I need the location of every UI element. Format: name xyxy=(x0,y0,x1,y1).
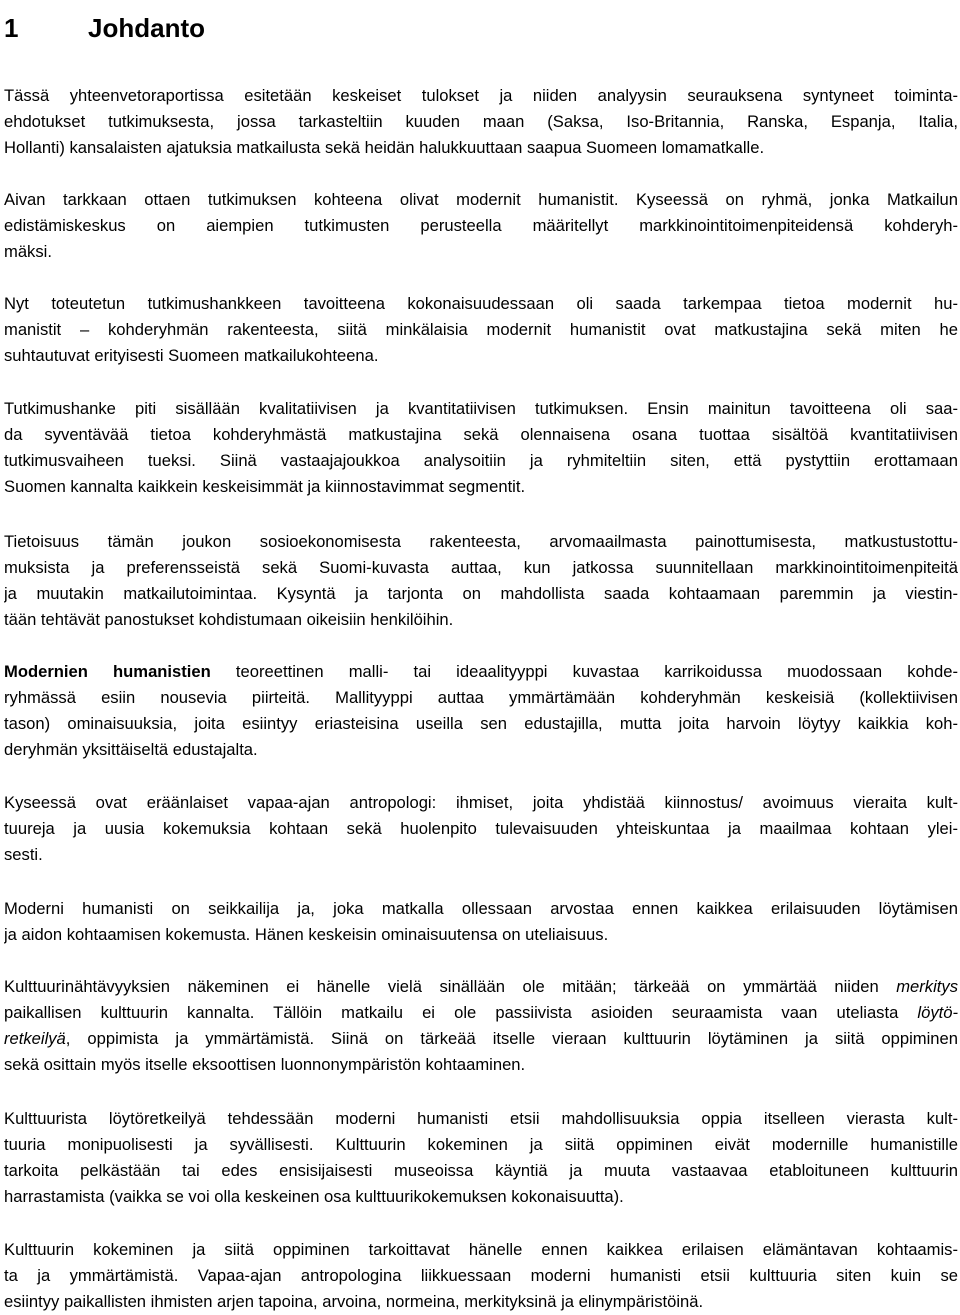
paragraph-8 xyxy=(4,896,958,948)
text-line: Aivan tarkkaan ottaen tutkimuksen kohteena olivat modernit humanistit. Kyseessä on ryhmä, jonka Matkailun xyxy=(4,190,958,209)
text-line: Hollanti) kansalaisten ajatuksia matkailusta sekä heidän halukkuuttaan saapua Suomeen lomamatkalle. xyxy=(4,138,765,157)
text-line: ehdotukset tutkimuksesta, jossa tarkasteltiin kuuden maan (Saksa, Iso-Britannia, Ranska, Espanja, Italia, xyxy=(4,112,958,131)
text-line: ja muutakin matkailutoimintaa. Kysyntä ja tarjonta on mahdollista saada kohtaamaan paremmin ja viestin- xyxy=(4,584,958,603)
text-line xyxy=(4,1026,958,1052)
text-line: Nyt toteutetun tutkimushankkeen tavoitteena kokonaisuudessaan oli saada tarkempaa tietoa modernit hu- xyxy=(4,294,958,313)
italic-text-run: löytö- xyxy=(917,1003,958,1022)
text-line: Tietoisuus tämän joukon sosioekonomisesta rakenteesta, arvomaailmasta painottumisesta, matkustustottu- xyxy=(4,532,958,551)
text-line: esiintyy paikallisten ihmisten arjen tapoina, arvoina, normeina, merkityksinä ja elinympäristöinä. xyxy=(4,1292,704,1311)
text-run: paikallisen kulttuurin kannalta. Tällöin matkailu ei ole passiivista asioiden seuraamista vaan uteliasta xyxy=(4,1003,918,1022)
paragraph-3 xyxy=(4,291,958,369)
text-line: edistämiskeskus on aiempien tutkimusten perusteella määritellyt markkinointitoimenpiteidensä kohderyh- xyxy=(4,216,958,235)
text-line: sesti. xyxy=(4,845,43,864)
paragraph-6 xyxy=(4,659,958,763)
text-line: Kyseessä ovat eräänlaiset vapaa-ajan antropologi: ihmiset, joita yhdistää kiinnostus/ avoimuus vieraita kult- xyxy=(4,793,958,812)
text-line: ta ja ymmärtämistä. Vapaa-ajan antropologina liikkuessaan moderni humanisti etsii kulttuuria siten kuin se xyxy=(4,1266,958,1285)
text-line xyxy=(4,1052,958,1078)
text-line: ryhmässä esiin nousevia piirteitä. Mallityyppi auttaa ymmärtämään kohderyhmän keskeisiä (kollektiivisen xyxy=(4,688,958,707)
text-line xyxy=(4,659,958,685)
text-line xyxy=(4,974,958,1000)
text-line: Tutkimushanke piti sisällään kvalitatiivisen ja kvantitatiivisen tutkimuksen. Ensin mainitun tavoitteena oli saa- xyxy=(4,399,958,418)
text-line: manistit – kohderyhmän rakenteesta, siitä minkälaisia modernit humanistit ovat matkustajina sekä miten he xyxy=(4,320,958,339)
chapter-title: Johdanto xyxy=(88,13,205,44)
text-line: suhtautuvat erityisesti Suomeen matkailukohteena. xyxy=(4,346,379,365)
chapter-number: 1 xyxy=(4,13,19,44)
text-line: deryhmän yksittäiseltä edustajalta. xyxy=(4,740,258,759)
text-line xyxy=(4,1000,958,1026)
text-line: Suomen kannalta kaikkein keskeisimmät ja kiinnostavimmat segmentit. xyxy=(4,477,526,496)
paragraph-2 xyxy=(4,187,958,265)
text-line: Kulttuurin kokeminen ja siitä oppiminen tarkoittavat hänelle ennen kaikkea erilaisen elämäntavan kohtaamis- xyxy=(4,1240,958,1259)
text-line: Moderni humanisti on seikkailija ja, joka matkalla ollessaan arvostaa ennen kaikkea erilaisuuden löytämisen xyxy=(4,899,958,918)
text-line: tuureja ja uusia kokemuksia kohtaan sekä huolenpito tulevaisuuden yhteiskuntaa ja maailmaa kohtaan ylei- xyxy=(4,819,958,838)
text-line: tuuria monipuolisesti ja syvällisesti. Kulttuurin kokeminen ja siitä oppiminen eivät modernille humanistille xyxy=(4,1135,958,1154)
text-run: sekä osittain myös itselle eksoottisen luonnonympäristön kohtaaminen. xyxy=(4,1055,526,1074)
chapter-heading xyxy=(4,13,205,44)
text-line: tarkoita pelkästään tai edes ensisijaisesti museoissa käyntiä ja muuta vastaavaa etabloituneen kulttuurin xyxy=(4,1161,958,1180)
text-line: harrastamista (vaikka se voi olla keskeinen osa kulttuurikokemuksen kokonaisuutta). xyxy=(4,1187,624,1206)
text-run: teoreettinen malli- tai ideaalityyppi kuvastaa karrikoidussa muodossaan kohde- xyxy=(210,662,958,681)
italic-text-run: retkeilyä xyxy=(4,1029,66,1048)
text-line: muksista ja preferensseistä sekä Suomi-kuvasta auttaa, kun jatkossa suunnitellaan markkinointitoimenpiteitä xyxy=(4,558,958,577)
paragraph-10 xyxy=(4,1106,958,1210)
paragraph-7 xyxy=(4,790,958,868)
text-line: mäksi. xyxy=(4,242,52,261)
text-line: tason) ominaisuuksia, joita esiintyy eriasteisina useilla sen edustajilla, mutta joita harvoin löytyy kaikkia koh- xyxy=(4,714,958,733)
paragraph-9 xyxy=(4,974,958,1078)
italic-text-run: merkitys xyxy=(896,977,958,996)
paragraph-4 xyxy=(4,396,958,500)
bold-term: Modernien humanistien xyxy=(4,662,211,681)
text-line: tutkimusvaiheen tueksi. Siinä vastaajajoukkoa analysoitiin ja ryhmiteltiin siten, että pystyttiin erottamaan xyxy=(4,451,958,470)
text-line: tään tehtävät panostukset kohdistumaan oikeisiin henkilöihin. xyxy=(4,610,454,629)
text-run: , oppimista ja ymmärtämistä. Siinä on tärkeää itselle vieraan kulttuurin löytäminen ja siitä oppiminen xyxy=(65,1029,958,1048)
text-run: Kulttuurinähtävyyksien näkeminen ei hänelle vielä sinällään ole mitään; tärkeää on ymmärtää niiden xyxy=(4,977,897,996)
text-line: Kulttuurista löytöretkeilyä tehdessään moderni humanisti etsii mahdollisuuksia oppia itselleen vierasta kult- xyxy=(4,1109,958,1128)
paragraph-1 xyxy=(4,83,958,161)
paragraph-11 xyxy=(4,1237,958,1315)
paragraph-5 xyxy=(4,529,958,633)
text-line: ja aidon kohtaamisen kokemusta. Hänen keskeisin ominaisuutensa on uteliaisuus. xyxy=(4,925,609,944)
text-line: da syventävää tietoa kohderyhmästä matkustajina sekä olennaisena osana tuottaa sisältöä kvantitatiivisen xyxy=(4,425,958,444)
text-line: Tässä yhteenvetoraportissa esitetään keskeiset tulokset ja niiden analyysin seurauksena syntyneet toiminta- xyxy=(4,86,958,105)
